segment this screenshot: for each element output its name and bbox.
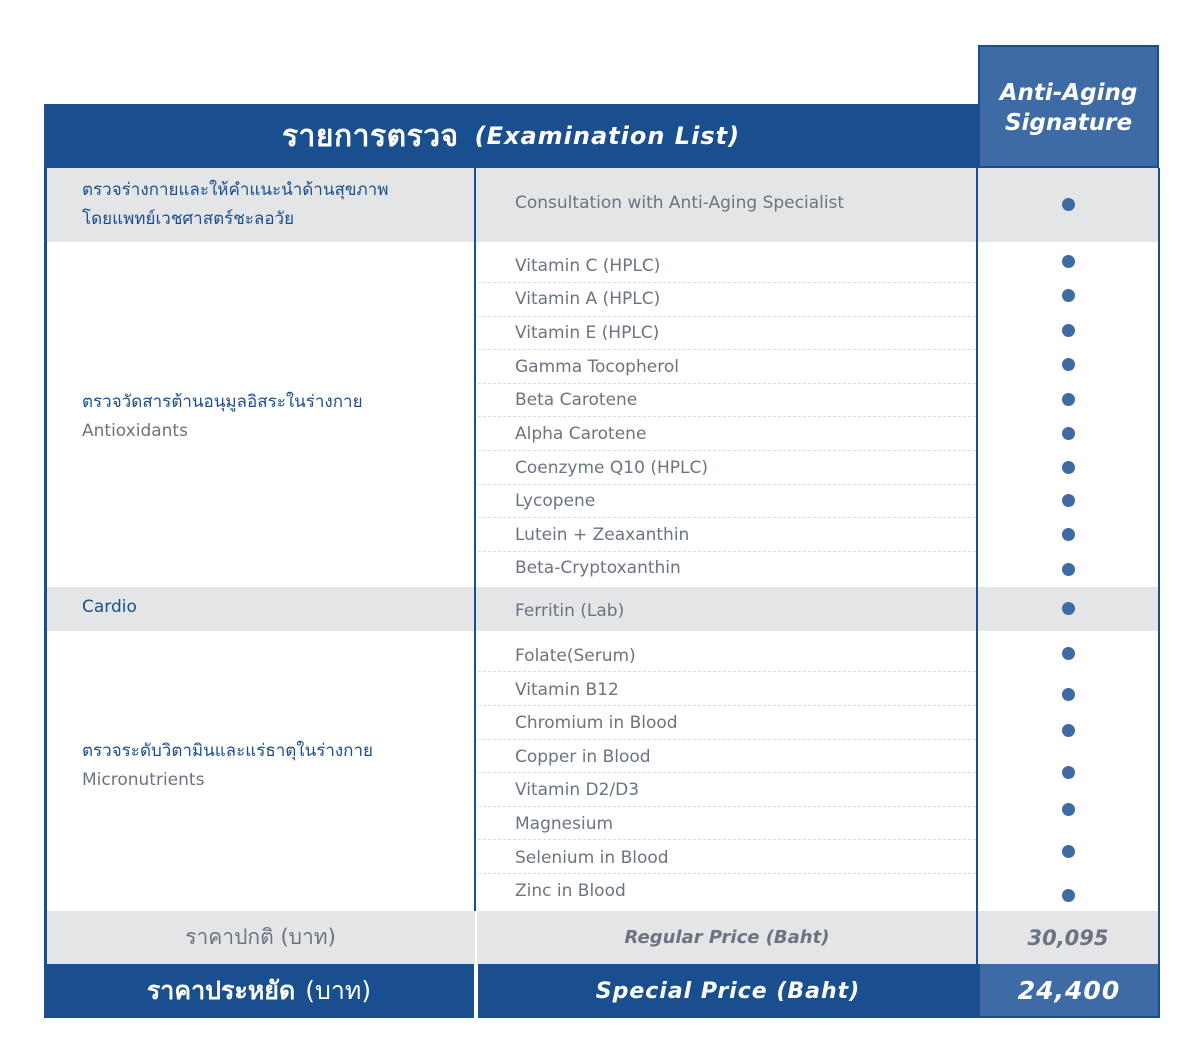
- list-item: Vitamin A (HPLC): [515, 289, 661, 309]
- row-divider: [478, 517, 976, 518]
- category-consultation: [82, 176, 388, 234]
- category-line: ตรวจร่างกายและให้คำแนะนำด้านสุขภาพ: [82, 180, 389, 200]
- row-divider: [478, 705, 976, 706]
- row-divider: [478, 316, 976, 317]
- list-item: Zinc in Blood: [515, 881, 626, 901]
- list-item: Vitamin D2/D3: [515, 780, 640, 800]
- row-divider: [478, 349, 976, 350]
- category-line: ตรวจระดับวิตามินและแร่ธาตุในร่างกาย: [82, 741, 373, 761]
- list-item: Selenium in Blood: [515, 848, 669, 868]
- header-title-english: (Examination List): [474, 122, 741, 150]
- list-item: Vitamin C (HPLC): [515, 256, 661, 276]
- table-border-left: [44, 168, 47, 965]
- row-divider: [478, 551, 976, 552]
- regular-price-value: 30,095: [1027, 925, 1109, 950]
- row-divider: [478, 873, 976, 874]
- category-line: โดยแพทย์เวชศาสตร์ชะลอวัย: [82, 209, 295, 229]
- row-divider: [478, 484, 976, 485]
- list-item: Coenzyme Q10 (HPLC): [515, 458, 708, 478]
- list-item: Alpha Carotene: [515, 424, 647, 444]
- row-divider: [478, 671, 976, 672]
- special-price-label-thai: [44, 964, 474, 1018]
- list-item: Beta Carotene: [515, 390, 638, 410]
- list-item: Consultation with Anti-Aging Specialist: [515, 193, 845, 213]
- list-item: Ferritin (Lab): [515, 601, 625, 621]
- header-title-thai: รายการตรวจ: [281, 118, 459, 154]
- regular-price-label-thai: ราคาปกติ (บาท): [185, 925, 336, 949]
- row-divider: [478, 416, 976, 417]
- list-item: Vitamin E (HPLC): [515, 323, 660, 343]
- package-column-border: [976, 168, 1160, 965]
- list-item: Folate(Serum): [515, 646, 636, 666]
- row-divider: [478, 383, 976, 384]
- list-item: Copper in Blood: [515, 747, 651, 767]
- column-divider: [475, 911, 477, 964]
- special-price-unit: (บาท): [305, 976, 372, 1005]
- special-price-value: 24,400: [978, 964, 1160, 1018]
- row-divider: [478, 282, 976, 283]
- table-header: [44, 104, 978, 168]
- package-name-line2: Signature: [1004, 110, 1133, 136]
- category-line: ตรวจวัดสารต้านอนุมูลอิสระในร่างกาย: [82, 392, 363, 412]
- category-antioxidants: [82, 388, 363, 446]
- row-divider: [478, 806, 976, 807]
- category-subtitle: Micronutrients: [82, 770, 205, 790]
- row-divider: [478, 450, 976, 451]
- list-item: Lycopene: [515, 491, 596, 511]
- row-divider: [478, 772, 976, 773]
- list-item: Beta-Cryptoxanthin: [515, 558, 681, 578]
- list-item: Lutein + Zeaxanthin: [515, 525, 690, 545]
- regular-price-label-english: Regular Price (Baht): [624, 927, 830, 948]
- category-cardio: [82, 593, 137, 622]
- list-item: Magnesium: [515, 814, 614, 834]
- package-name-line1: Anti-Aging: [999, 80, 1138, 106]
- category-micronutrients: [82, 737, 373, 795]
- list-item: Vitamin B12: [515, 680, 619, 700]
- category-subtitle: Antioxidants: [82, 421, 188, 441]
- row-divider: [478, 739, 976, 740]
- special-price-label-bold: ราคาประหยัด: [146, 976, 296, 1005]
- category-line: Cardio: [82, 597, 137, 617]
- special-price-label-english: Special Price (Baht): [476, 964, 978, 1018]
- package-header: [978, 45, 1159, 168]
- row-divider: [478, 839, 976, 840]
- list-item: Chromium in Blood: [515, 713, 678, 733]
- list-item: Gamma Tocopherol: [515, 357, 679, 377]
- column-divider: [474, 168, 476, 911]
